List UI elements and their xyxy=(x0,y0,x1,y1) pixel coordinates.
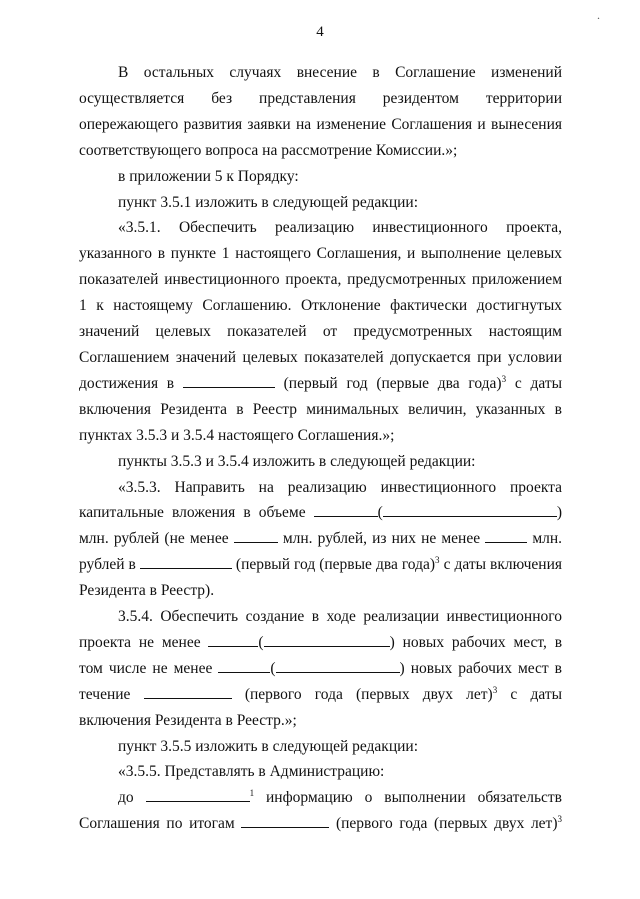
paragraph-text: (первый год (первые два года) xyxy=(283,374,502,392)
fill-blank[interactable] xyxy=(485,528,527,543)
fill-blank[interactable] xyxy=(383,502,557,517)
paragraph-item-351-intro xyxy=(79,190,562,216)
paragraph-text: до xyxy=(118,789,134,807)
paragraph-text: млн. рублей в xyxy=(79,530,563,574)
fill-blank[interactable] xyxy=(314,502,378,517)
fill-blank[interactable] xyxy=(276,658,400,673)
paragraph-text: (первого года (первых двух лет) xyxy=(244,685,493,703)
paragraph-text: пункт 3.5.5 изложить в следующей редакции: xyxy=(118,737,419,755)
paragraph-text: «3.5.3. Направить на реализацию инвестиционного проекта капитальные вложения в объеме xyxy=(79,478,562,522)
footnote-ref: 3 xyxy=(501,373,507,384)
paragraph-amendments xyxy=(79,60,562,164)
fill-blank[interactable] xyxy=(234,528,278,543)
fill-blank[interactable] xyxy=(140,554,232,569)
footnote-ref: 3 xyxy=(492,684,498,695)
paren-open: ( xyxy=(270,659,276,677)
paragraph-item-351 xyxy=(79,215,562,448)
corner-mark: . xyxy=(597,8,600,22)
fill-blank[interactable] xyxy=(183,373,275,388)
footnote-ref: 3 xyxy=(435,555,440,566)
paragraph-item-355 xyxy=(79,759,562,785)
paragraph-items-353-354-intro xyxy=(79,449,562,475)
paragraph-item-355-report xyxy=(79,785,562,837)
paragraph-text: с даты включения Резидента в Реестр). xyxy=(79,556,563,600)
paragraph-item-353 xyxy=(79,475,562,605)
paragraph-item-354 xyxy=(79,604,562,734)
paragraph-text: пункты 3.5.3 и 3.5.4 изложить в следующей редакции: xyxy=(118,452,476,470)
paren-open: ( xyxy=(258,633,264,651)
paragraph-text: ) новых рабочих мест, в том числе не менее xyxy=(79,633,563,677)
paragraph-text: пункт 3.5.1 изложить в следующей редакции: xyxy=(118,193,419,211)
fill-blank[interactable] xyxy=(241,813,329,828)
paren-close: ) xyxy=(556,504,562,522)
paragraph-text: с даты включения Резидента в Реестр.»; xyxy=(79,685,563,729)
paragraph-annex5 xyxy=(79,164,562,190)
fill-blank[interactable] xyxy=(208,632,258,647)
paragraph-text: в приложении 5 к Порядку: xyxy=(118,167,299,185)
paragraph-text: «3.5.1. Обеспечить реализацию инвестиционного проекта, указанного в пункте 1 настоящего Соглашения, и выполнение целевых показателей инвестиционного проекта, предусмотренных приложением 1 к настоящему Соглашению. Отклонение фактически достигнутых значений целевых показателей от предусмотренных настоящим Соглашением значений целевых показателей допускается при условии достижения в xyxy=(79,219,562,392)
paragraph-text: (первый год (первые два года) xyxy=(235,556,436,574)
paragraph-text: млн. рублей (не менее xyxy=(79,530,229,548)
paragraph-text: 3.5.4. Обеспечить создание в ходе реализации инвестиционного проекта не менее xyxy=(79,608,562,651)
paragraph-text: млн. рублей, из них не менее xyxy=(282,530,481,548)
document-body xyxy=(79,60,562,837)
paren-open: ( xyxy=(377,504,383,522)
paragraph-text: В остальных случаях внесение в Соглашение изменений осуществляется без представления резидентом территории опережающего развития заявки на изменение Соглашения и вынесения соответствующего вопроса на рассмотрение Комиссии.»; xyxy=(79,64,562,159)
fill-blank[interactable] xyxy=(146,787,250,802)
paragraph-item-355-intro xyxy=(79,734,562,760)
paragraph-text: ) новых рабочих мест в течение xyxy=(79,659,563,703)
paragraph-text: (первого года (первых двух лет) xyxy=(335,815,558,833)
paragraph-text: «3.5.5. Представлять в Администрацию: xyxy=(118,763,385,781)
fill-blank[interactable] xyxy=(144,684,232,699)
page-number: 4 xyxy=(316,24,324,40)
footnote-ref: 1 xyxy=(249,788,255,799)
paragraph-text: информацию о выполнении обязательств Соглашения по итогам xyxy=(79,789,562,833)
fill-blank[interactable] xyxy=(218,658,270,673)
paragraph-text: с даты включения Резидента в Реестр минимальных величин, указанных в пунктах 3.5.3 и 3.5.4 настоящего Соглашения.»; xyxy=(79,374,563,444)
fill-blank[interactable] xyxy=(264,632,390,647)
footnote-ref: 3 xyxy=(557,814,562,825)
